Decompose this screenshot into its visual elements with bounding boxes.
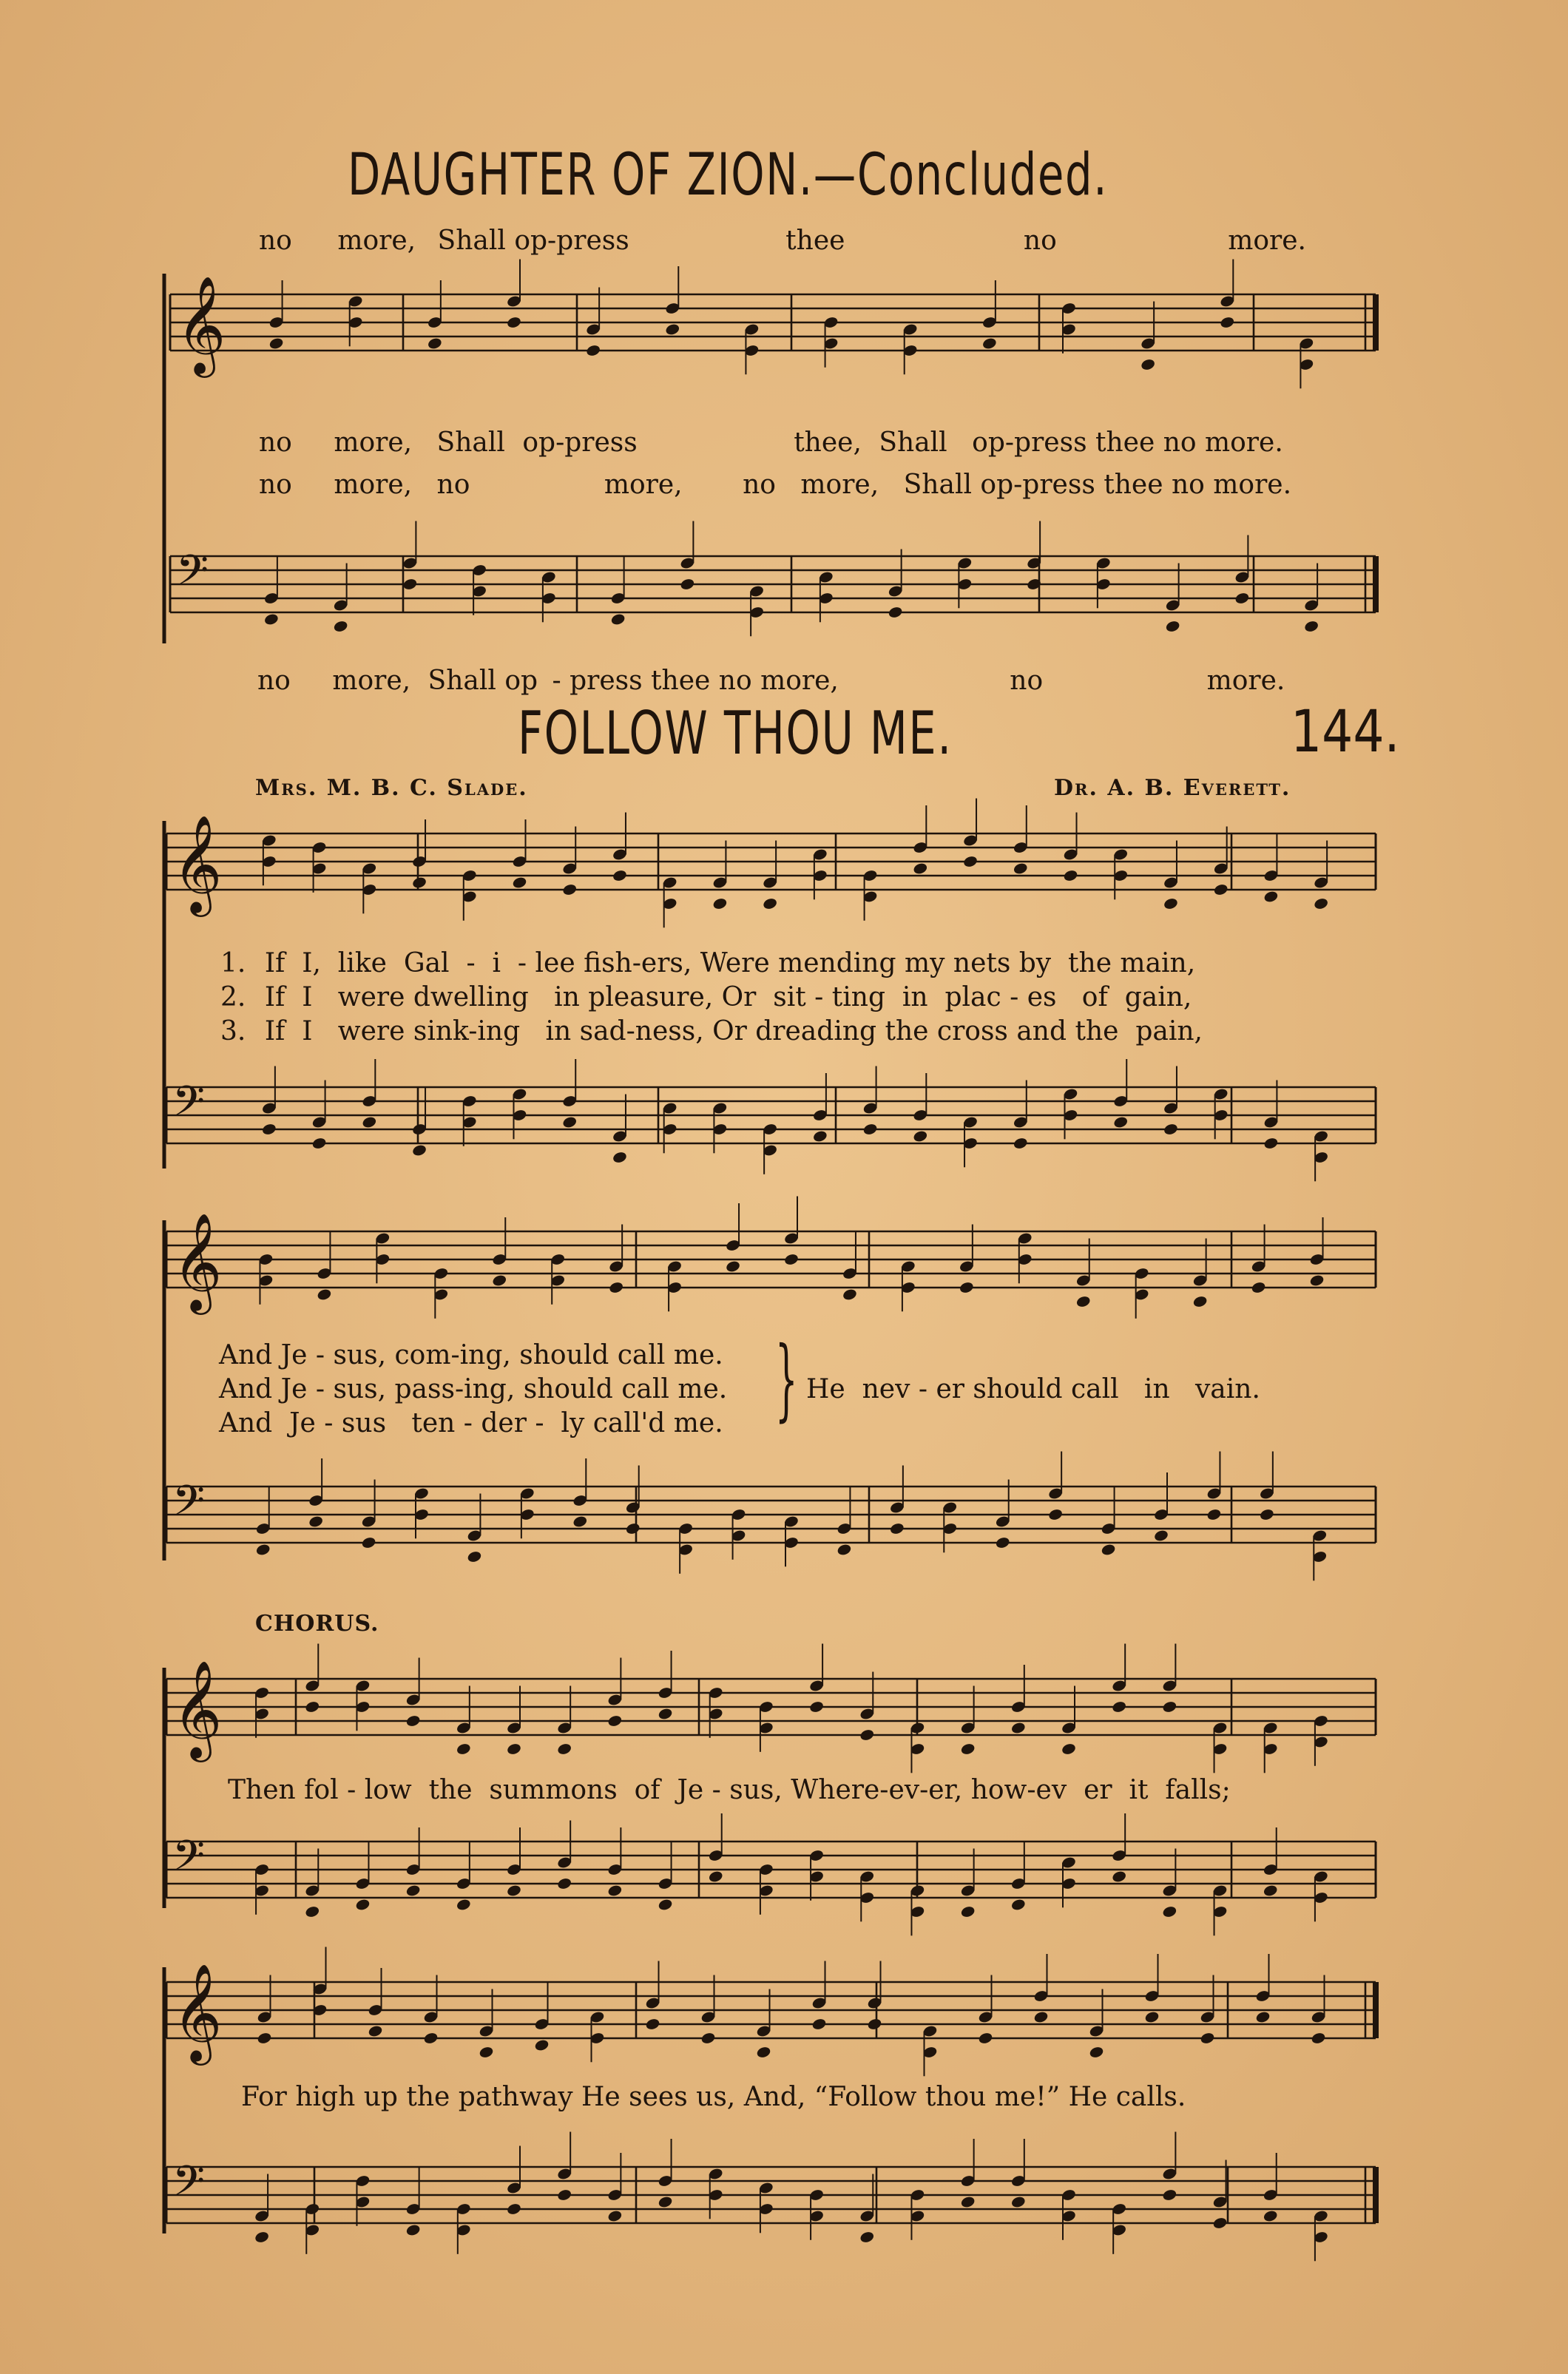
h1-bass-notehead [411,1143,427,1157]
c1-bass-clef: 𝄢 [172,1832,205,1891]
c1-bass-notehead [658,1898,673,1911]
h1-treble-notehead [712,897,728,910]
ds-treble-notehead [585,344,601,357]
h2-treble-notehead [842,1288,857,1301]
ds-bass-notehead [1303,620,1319,633]
c2-bass-notehead [859,2231,875,2244]
c2-treble-notehead [1311,2032,1326,2045]
ds-bass-notehead [263,612,279,626]
c2-bass-notehead [506,2202,521,2216]
c1-treble-notehead [1112,1700,1127,1714]
c1-bass-notehead [1010,1898,1026,1911]
hymn-number: 144. [1291,699,1400,765]
h1-treble-notehead [411,876,427,889]
c1-treble-notehead [859,1728,875,1742]
c2-bass-notehead [254,2231,269,2244]
c1-bass-notehead [557,1877,572,1890]
h1-bass-notehead [913,1129,928,1143]
verse-2: 2. If I were dwelling in pleasure, Or sit - ting in plac - es of gain, [220,982,1192,1012]
c1-treble-notehead [658,1707,673,1720]
h2-bass-notehead [889,1522,905,1535]
ds-bass-notehead [888,606,903,619]
ds-treble-clef: 𝄞 [176,274,226,373]
c2-treble-notehead [1144,2010,1160,2023]
c2-treble-notehead [479,2046,494,2059]
c2-treble-notehead [811,2018,827,2031]
h1-bass-notehead [1013,1137,1028,1150]
c1-treble-notehead [960,1742,976,1756]
h1-treble-notehead [512,876,527,889]
h2-bass-notehead [1259,1508,1274,1521]
ds-treble-notehead [1140,358,1155,371]
refrain-brace: } [775,1328,798,1431]
c2-treble-notehead [867,2018,882,2031]
ds-bass-notehead [402,578,418,591]
h2-treble-notehead [492,1274,507,1287]
c1-bass-notehead [355,1898,371,1911]
h1-treble-notehead [913,862,928,875]
h2-treble-notehead [1309,1274,1325,1287]
h2-bass-notehead [467,1550,482,1563]
ds-treble-notehead [268,337,284,350]
c1-bass-notehead [607,1884,623,1897]
c2-treble-clef: 𝄞 [172,1962,223,2061]
c1-treble-notehead [808,1700,824,1714]
ds-treble-notehead [665,322,680,336]
h1-treble-notehead [1063,869,1078,882]
c2-treble-notehead [1033,2010,1049,2023]
h2-bass-clef: 𝄢 [172,1477,205,1536]
c2-treble-notehead [1255,2010,1271,2023]
chorus-label: CHORUS. [255,1611,379,1637]
h2-bass-notehead [1206,1508,1222,1521]
c2-treble-notehead [700,2032,716,2045]
h2-bass-notehead [1153,1529,1169,1542]
ds-bass-clef: 𝄢 [176,547,209,606]
c2-treble-notehead [645,2018,660,2031]
c1-bass-notehead [708,1870,723,1883]
ds-bass-notehead [1165,620,1180,633]
h2-treble-clef: 𝄞 [172,1211,223,1311]
lyric-line-4: no more, Shall op - press thee no more, no more. [257,666,1285,696]
h2-bass-notehead [837,1543,852,1556]
h2-treble-notehead [1251,1281,1266,1294]
ds-treble-notehead [1220,316,1235,329]
h2-treble-notehead [1192,1295,1208,1308]
h1-treble-notehead [1013,862,1028,875]
lyric-line-2: no more, Shall op-press thee, Shall op-press thee no more. [259,427,1283,458]
h2-bass-notehead [1047,1508,1063,1521]
ds-treble-notehead [427,337,442,350]
page-title-concluded: DAUGHTER OF ZION.—Concluded. [348,142,1109,209]
h2-treble-notehead [725,1259,740,1273]
h1-treble-notehead [762,897,777,910]
c2-treble-notehead [423,2032,439,2045]
c2-bass-notehead [405,2223,421,2236]
h1-bass-notehead [311,1137,327,1150]
ds-bass-notehead [610,612,626,626]
c1-bass-notehead [1162,1905,1177,1918]
h1-treble-notehead [1213,883,1229,896]
ds-treble-notehead [506,316,521,329]
h1-bass-notehead [261,1123,277,1136]
c1-treble-notehead [1010,1721,1026,1734]
c1-treble-notehead [1061,1742,1076,1756]
verse-3: 3. If I were sink-ing in sad-ness, Or dreading the cross and the pain, [220,1016,1203,1046]
c1-treble-clef: 𝄞 [172,1659,223,1758]
verse-1: 1. If I, like Gal - i - lee fish-ers, Were mending my nets by the main, [220,948,1196,978]
c2-treble-notehead [756,2046,771,2059]
refrain-line-2: And Je - sus, pass-ing, should call me. [219,1374,728,1404]
h1-bass-notehead [1163,1123,1178,1136]
c2-treble-notehead [1200,2032,1215,2045]
h2-bass-notehead [361,1536,376,1549]
ds-treble-notehead [981,337,997,350]
chorus-line-2: For high up the pathway He sees us, And, “Follow thou me!” He calls. [241,2082,1186,2112]
h1-bass-notehead [362,1115,377,1129]
h1-treble-notehead [962,855,978,868]
c2-bass-notehead [607,2209,623,2222]
h1-bass-notehead [1263,1137,1279,1150]
c1-bass-notehead [305,1905,320,1918]
c1-bass-notehead [405,1884,421,1897]
h2-bass-notehead [572,1515,588,1528]
c1-bass-notehead [1263,1884,1278,1897]
c2-treble-notehead [257,2032,272,2045]
h1-bass-notehead [1113,1115,1129,1129]
c2-bass-notehead [1212,2216,1228,2230]
h1-treble-notehead [612,869,627,882]
c1-treble-notehead [405,1714,421,1728]
c1-bass-notehead [456,1898,471,1911]
h1-treble-notehead [1263,890,1279,903]
h2-bass-notehead [995,1536,1010,1549]
c2-bass-notehead [1263,2209,1278,2222]
refrain-line-1: And Je - sus, com-ing, should call me. [219,1340,723,1370]
h1-bass-notehead [862,1123,878,1136]
c1-bass-notehead [1112,1870,1127,1883]
h1-treble-notehead [562,883,578,896]
h2-treble-notehead [959,1281,974,1294]
c2-bass-notehead [557,2188,572,2202]
c1-treble-notehead [506,1742,521,1756]
h1-treble-notehead [1313,897,1328,910]
h2-bass-notehead [255,1543,271,1556]
h1-treble-clef: 𝄞 [172,814,223,913]
h2-bass-notehead [625,1522,641,1535]
lyricist-credit: Mrs. M. B. C. Slade. [255,775,528,801]
h1-bass-notehead [812,1129,828,1143]
refrain-line-3: And Je - sus ten - der - ly call'd me. [219,1408,723,1438]
ds-bass-notehead [333,620,348,633]
h2-bass-notehead [1101,1543,1116,1556]
refrain-ending: He nev - er should call in vain. [806,1374,1260,1404]
h2-bass-notehead [308,1515,323,1528]
c2-treble-notehead [368,2024,383,2037]
h1-treble-notehead [1163,897,1178,910]
c2-bass-notehead [1162,2188,1177,2202]
lyric-line-3: no more, no more, no more, Shall op-press thee no more. [259,470,1292,500]
c2-bass-notehead [658,2195,673,2208]
lyric-line-1: no more, Shall op-press thee no more. [259,226,1306,256]
h2-treble-notehead [317,1288,332,1301]
c2-bass-notehead [1010,2195,1026,2208]
h2-treble-notehead [1075,1295,1091,1308]
h1-bass-notehead [562,1115,578,1129]
hymn-title: FOLLOW THOU ME. [518,699,953,768]
h1-bass-clef: 𝄢 [172,1078,205,1137]
h2-treble-notehead [608,1281,624,1294]
ds-bass-notehead [680,578,695,591]
h1-bass-notehead [612,1151,627,1164]
c2-bass-notehead [960,2195,976,2208]
h2-treble-notehead [783,1253,799,1266]
c2-treble-notehead [978,2032,993,2045]
chorus-line-1: Then fol - low the summons of Je - sus, Where-ev-er, how-ev er it falls; [228,1775,1231,1805]
c1-treble-notehead [1162,1700,1177,1714]
c2-treble-notehead [1089,2046,1104,2059]
c2-bass-clef: 𝄢 [172,2157,205,2216]
c1-bass-notehead [506,1884,521,1897]
c1-treble-notehead [305,1700,320,1714]
composer-credit: Dr. A. B. Everett. [1054,775,1291,801]
c2-treble-notehead [534,2038,550,2052]
c1-treble-notehead [607,1714,623,1728]
c1-treble-notehead [557,1742,572,1756]
ds-bass-notehead [1234,592,1250,605]
c1-treble-notehead [456,1742,471,1756]
c1-bass-notehead [960,1905,976,1918]
